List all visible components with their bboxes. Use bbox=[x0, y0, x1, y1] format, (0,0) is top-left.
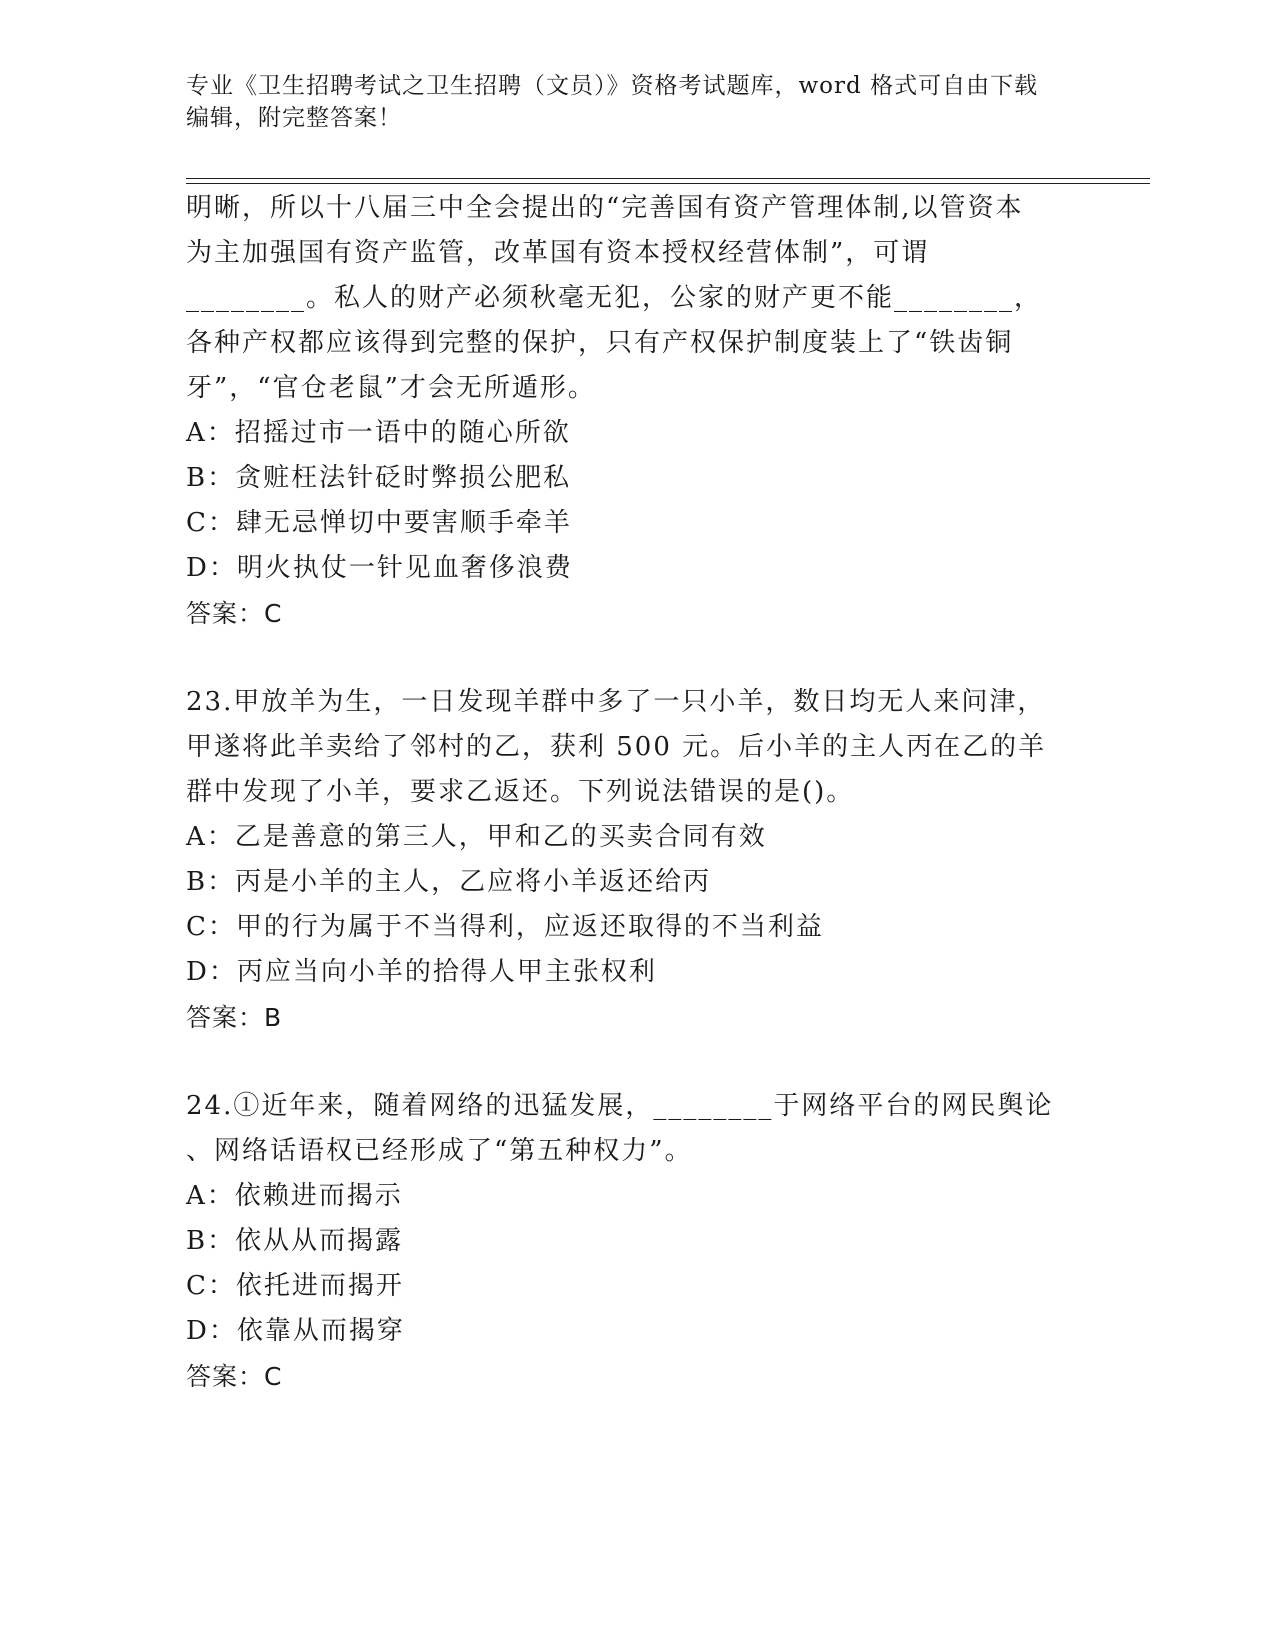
question-23-answer: 答案：B bbox=[186, 1003, 283, 1032]
question-22-line-4: 各种产权都应该得到完整的保护，只有产权保护制度装上了“铁齿铜 bbox=[186, 328, 1014, 358]
question-23-option-c: C：甲的行为属于不当得利，应返还取得的不当利益 bbox=[186, 912, 824, 942]
question-23-line-1: 23.甲放羊为生，一日发现羊群中多了一只小羊，数日均无人来问津， bbox=[186, 687, 1046, 717]
question-22-option-d: D：明火执仗一针见血奢侈浪费 bbox=[186, 553, 573, 583]
question-22-answer: 答案：C bbox=[186, 599, 283, 628]
question-23-line-3: 群中发现了小羊，要求乙返还。下列说法错误的是()。 bbox=[186, 777, 855, 807]
question-23 bbox=[186, 680, 1086, 1040]
header-line-1: 专业《卫生招聘考试之卫生招聘（文员）》资格考试题库，word 格式可自由下载 bbox=[186, 73, 1039, 99]
question-22-line-1: 明晰，所以十八届三中全会提出的“完善国有资产管理体制,以管资本 bbox=[186, 193, 1024, 223]
question-24 bbox=[186, 1084, 1086, 1399]
spacer bbox=[186, 636, 1086, 680]
question-24-line-1: 24.①近年来，随着网络的迅猛发展，________于网络平台的网民舆论 bbox=[186, 1091, 1054, 1121]
question-22-option-c: C：肆无忌惮切中要害顺手牵羊 bbox=[186, 508, 572, 538]
question-22-option-b: B：贪赃枉法针砭时弊损公肥私 bbox=[186, 463, 572, 493]
question-22-line-2: 为主加强国有资产监管，改革国有资本授权经营体制”，可谓 bbox=[186, 238, 930, 268]
question-24-option-c: C：依托进而揭开 bbox=[186, 1271, 404, 1301]
question-24-answer: 答案：C bbox=[186, 1362, 283, 1391]
question-23-option-b: B：丙是小羊的主人，乙应将小羊返还给丙 bbox=[186, 867, 712, 897]
question-24-option-d: D：依靠从而揭穿 bbox=[186, 1316, 405, 1346]
question-23-option-d: D：丙应当向小羊的拾得人甲主张权利 bbox=[186, 957, 657, 987]
document-body bbox=[186, 186, 1086, 1399]
document-header bbox=[186, 70, 1066, 134]
question-22 bbox=[186, 186, 1086, 636]
question-23-option-a: A：乙是善意的第三人，甲和乙的买卖合同有效 bbox=[186, 822, 767, 852]
question-22-line-3: ________。私人的财产必须秋毫无犯，公家的财产更不能________， bbox=[186, 283, 1043, 313]
question-24-option-b: B：依从从而揭露 bbox=[186, 1226, 404, 1256]
question-22-line-5: 牙”，“官仓老鼠”才会无所遁形。 bbox=[186, 373, 596, 403]
spacer bbox=[186, 1040, 1086, 1084]
header-line-2: 编辑，附完整答案！ bbox=[186, 105, 402, 131]
question-24-line-2: 、网络话语权已经形成了“第五种权力”。 bbox=[186, 1136, 693, 1166]
header-divider-bottom bbox=[186, 183, 1150, 184]
question-24-option-a: A：依赖进而揭示 bbox=[186, 1181, 403, 1211]
question-22-option-a: A：招摇过市一语中的随心所欲 bbox=[186, 418, 571, 448]
question-23-line-2: 甲遂将此羊卖给了邻村的乙，获利 500 元。后小羊的主人丙在乙的羊 bbox=[186, 732, 1047, 762]
header-divider-top bbox=[186, 178, 1150, 179]
